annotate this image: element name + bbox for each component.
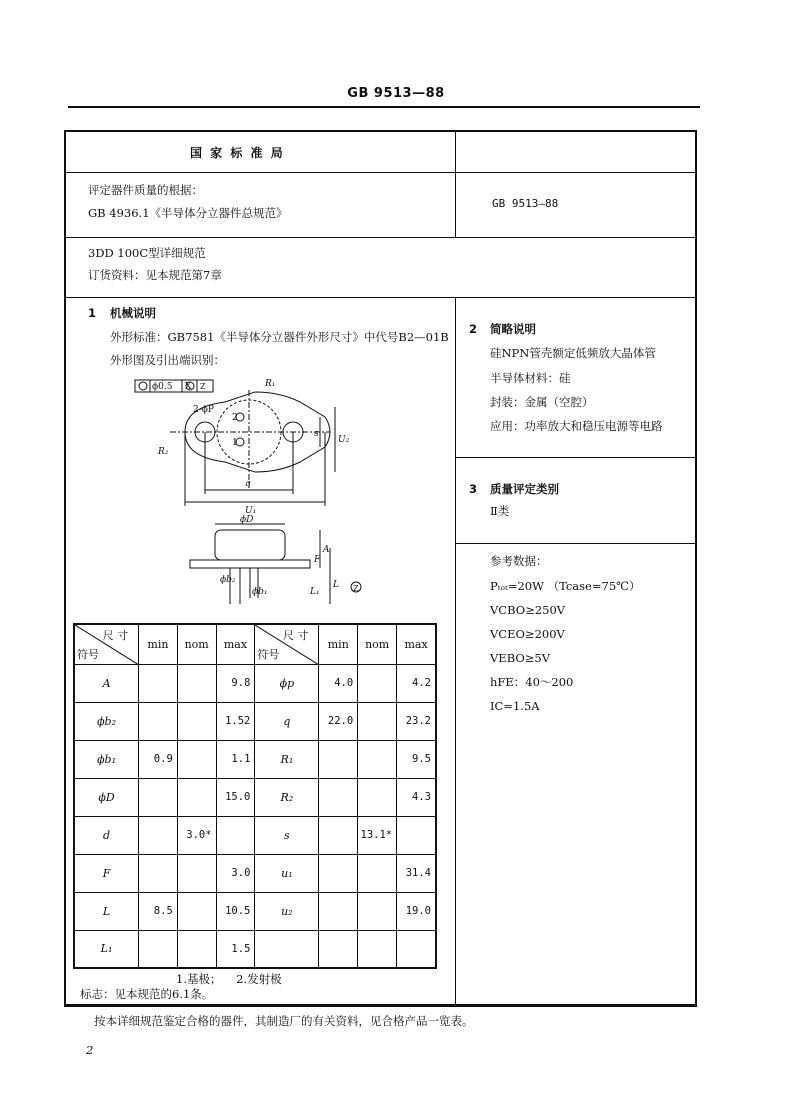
drawing-label-r1: R₁ [265,379,276,389]
rule [455,457,695,458]
reference-line: hFE：40～200 [490,675,574,689]
dim-nom [358,778,397,816]
section2-number: 2 [469,322,478,336]
dim-min [139,816,178,854]
drawing-label-l1: L₁ [310,587,320,597]
dim-nom [177,740,216,778]
section3-number: 3 [469,482,478,496]
dim-symbol: ϕD [74,778,139,816]
drawing-label-tol-symbol: Z [200,382,206,391]
dim-nom [177,664,216,702]
reference-line: IC=1.5A [490,699,540,713]
dim-symbol: u₁ [255,854,319,892]
table-row [74,930,436,968]
dim-max: 9.8 [216,664,255,702]
drawing-label-phib2: ϕb₂ [220,575,236,585]
dim-symbol: q [255,702,319,740]
dim-min [139,664,178,702]
dim-nom: 13.1* [358,816,397,854]
basis-value: GB 4936.1《半导体分立器件总规范》 [88,206,288,220]
can-body [215,530,285,560]
dim-symbol: F [74,854,139,892]
drawing-label-pin1: 1 [232,438,238,448]
dim-min [319,778,358,816]
table-row [74,778,436,816]
rule [455,297,456,1004]
dim-nom [358,702,397,740]
table-row [74,740,436,778]
reference-title: 参考数据： [490,554,548,568]
dim-nom [177,854,216,892]
col-max: max [216,624,255,664]
pin-legend: 1.基极； 2.发射极 [176,972,282,986]
dim-min: 4.0 [319,664,358,702]
drawing-label-x: X [185,382,192,392]
dim-max [216,816,255,854]
dim-min [319,930,358,968]
dim-symbol: ϕb₂ [74,702,139,740]
dim-min [139,702,178,740]
table-header-corner: 尺 寸 符号 [74,624,139,664]
brief-line: 封装：金属（空腔） [490,395,594,409]
dim-min: 22.0 [319,702,358,740]
table-row [74,892,436,930]
dim-symbol: R₁ [255,740,319,778]
dim-max: 3.0 [216,854,255,892]
dim-nom [358,854,397,892]
section2-title: 简略说明 [490,322,536,336]
dim-nom [358,892,397,930]
dim-max: 19.0 [397,892,436,930]
outline-drawing [130,372,390,617]
drawing-label-tol: ϕ0.5 [152,382,173,392]
brief-line: 半导体材料：硅 [490,371,571,385]
basis-right-code: GB 9513—88 [492,197,559,210]
drawing-label-r2: R₂ [158,447,169,457]
drawing-label-phib1: ϕb₁ [252,587,268,597]
dim-max: 9.5 [397,740,436,778]
col-nom: nom [358,624,397,664]
drawing-label-pin2: 2 [232,413,238,423]
dim-symbol: A [74,664,139,702]
rule [64,237,695,238]
rule [455,130,456,238]
dim-nom: 3.0* [177,816,216,854]
dim-nom [177,702,216,740]
drawing-label-phip: 2-ϕP [193,405,214,415]
dim-min [319,892,358,930]
spec-title: 3DD 100C型详细规范 [88,246,206,260]
table-header-corner: 尺 寸 符号 [255,624,319,664]
reference-line: VCEO≥200V [490,627,565,641]
dim-min: 0.9 [139,740,178,778]
basis-label: 评定器件质量的根据： [88,183,203,197]
reference-line: VEBO≥5V [490,651,551,665]
col-max: max [397,624,436,664]
brief-line: 应用：功率放大和稳压电源等电路 [490,419,663,433]
dim-symbol: L [74,892,139,930]
standard-number-header: GB 9513—88 [347,86,445,101]
drawing-label-s: s [314,429,319,439]
dim-min [319,816,358,854]
dim-nom [177,892,216,930]
dim-nom [358,664,397,702]
dim-min [319,740,358,778]
reference-line: Pₜₒₜ=20W （Tcase=75℃） [490,579,641,593]
dim-max [397,816,436,854]
section1-title: 机械说明 [110,306,156,320]
col-nom: nom [177,624,216,664]
dim-nom [177,778,216,816]
drawing-label-f: F [314,555,321,565]
dim-nom [358,930,397,968]
page-number: 2 [86,1043,94,1057]
table-row [74,702,436,740]
dim-symbol: ϕp [255,664,319,702]
col-min: min [139,624,178,664]
marking-note: 标志：见本规范的6.1条。 [80,987,214,1001]
dim-symbol: ϕb₁ [74,740,139,778]
footer-note: 按本详细规范鉴定合格的器件，其制造厂的有关资料，见合格产品一览表。 [94,1014,474,1028]
dim-max: 1.5 [216,930,255,968]
table-row [74,664,436,702]
dim-nom [358,740,397,778]
dim-max: 23.2 [397,702,436,740]
dim-symbol: L₁ [74,930,139,968]
drawing-label-u1: U₁ [245,506,257,516]
drawing-label-a: A [323,545,330,555]
quality-category: Ⅱ类 [490,504,510,518]
dim-symbol: R₂ [255,778,319,816]
dim-max: 15.0 [216,778,255,816]
section3-title: 质量评定类别 [490,482,559,496]
col-min: min [319,624,358,664]
header-rule [68,106,700,108]
dim-max: 1.1 [216,740,255,778]
dim-max: 10.5 [216,892,255,930]
dim-max: 1.52 [216,702,255,740]
dim-symbol [255,930,319,968]
rule [455,543,695,544]
dim-max: 4.3 [397,778,436,816]
outline-standard: 外形标准：GB7581《半导体分立器件外形尺寸》中代号B2—01B [110,330,449,344]
dimension-table [73,623,437,969]
dim-symbol: u₂ [255,892,319,930]
rule [64,1004,695,1005]
order-info: 订货资料：见本规范第7章 [88,268,222,282]
dim-symbol: s [255,816,319,854]
dim-nom [177,930,216,968]
drawing-label-q: q [245,479,251,489]
drawing-label-phid: ϕD [240,515,254,525]
dim-min [319,854,358,892]
section1-number: 1 [88,306,97,320]
dim-min [139,778,178,816]
dim-min [139,930,178,968]
dim-max [397,930,436,968]
brief-line: 硅NPN管壳额定低频放大晶体管 [490,346,656,360]
rule [64,297,695,298]
dim-min: 8.5 [139,892,178,930]
reference-line: VCBO≥250V [490,603,566,617]
table-row [74,816,436,854]
drawing-label-l: L [333,580,339,590]
drawing-label-datum: Z [353,584,359,593]
outline-figure-caption: 外形图及引出端识别： [110,353,225,367]
drawing-label-u2: U₂ [338,435,350,445]
dim-max: 4.2 [397,664,436,702]
rule [64,172,695,173]
dim-symbol: d [74,816,139,854]
dim-min [139,854,178,892]
table-row [74,854,436,892]
dim-max: 31.4 [397,854,436,892]
issuer-name: 国 家 标 准 局 [190,146,285,160]
